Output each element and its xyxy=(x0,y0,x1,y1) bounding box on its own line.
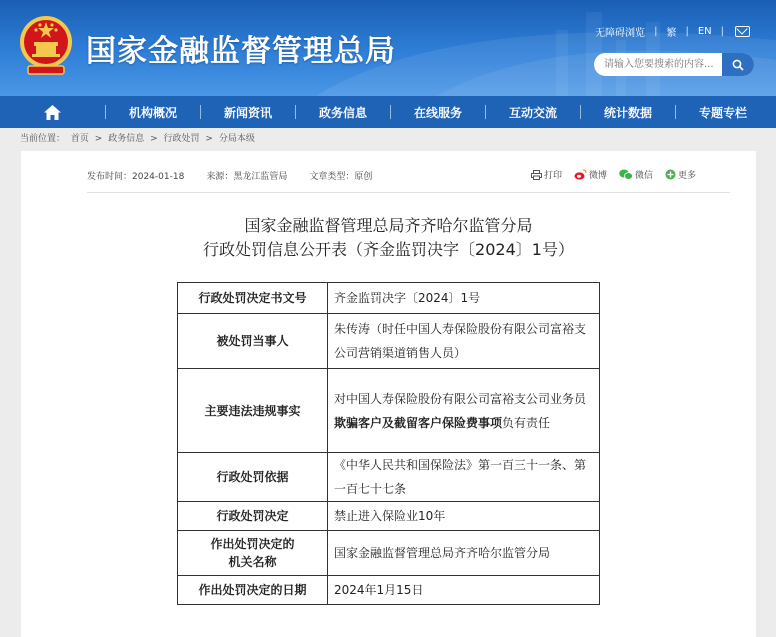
source: 来源：黑龙江监管局 xyxy=(206,172,288,182)
breadcrumb-home[interactable]: 首页 xyxy=(70,134,89,144)
table-row xyxy=(178,453,600,502)
wechat-icon xyxy=(619,169,633,180)
search-button[interactable] xyxy=(722,53,754,76)
top-link-separator: | xyxy=(654,26,658,37)
mail-icon[interactable] xyxy=(735,26,750,37)
doc-no-label: 行政处罚决定书文号 xyxy=(178,283,328,314)
nav-item-government-info[interactable]: 政务信息 xyxy=(318,105,367,120)
meta-divider xyxy=(87,192,730,193)
nav-item-online-service[interactable]: 在线服务 xyxy=(413,105,462,120)
party-value: 朱传涛（时任中国人寿保险股份有限公司富裕支公司营销渠道销售人员） xyxy=(328,314,600,369)
nav-home[interactable] xyxy=(0,96,105,128)
more-label: 更多 xyxy=(677,171,696,181)
doc-no-value: 齐金监罚决字〔2024〕1号 xyxy=(328,283,600,314)
printer-icon xyxy=(531,170,542,180)
document-title-line1: 国家金融监督管理总局齐齐哈尔监管分局 xyxy=(244,216,533,235)
date-value: 2024年1月15日 xyxy=(328,576,600,605)
basis-label: 行政处罚依据 xyxy=(178,453,328,502)
breadcrumb-branch[interactable]: 分局本级 xyxy=(218,134,255,144)
breadcrumb-penalty[interactable]: 行政处罚 xyxy=(163,134,200,144)
breadcrumb-label: 当前位置： xyxy=(20,134,66,144)
authority-label-line2: 机关名称 xyxy=(228,555,277,569)
table-row xyxy=(178,576,600,605)
doc-type: 文章类型：原创 xyxy=(309,172,373,182)
site-title: 国家金融监督管理总局 xyxy=(86,34,396,69)
top-link-separator: | xyxy=(720,26,724,37)
breadcrumb-separator: > xyxy=(205,134,213,144)
table-row xyxy=(178,314,600,369)
english-link[interactable]: EN xyxy=(697,26,712,37)
search-box xyxy=(594,53,754,76)
violation-label: 主要违法违规事实 xyxy=(178,369,328,453)
publish-time: 发布时间：2024-01-18 xyxy=(87,172,185,182)
document-title-line2: 行政处罚信息公开表（齐金监罚决字〔2024〕1号） xyxy=(203,240,574,259)
wechat-label: 微信 xyxy=(634,171,653,181)
print-label: 打印 xyxy=(543,171,562,181)
violation-text-pre: 对中国人寿保险股份有限公司富裕支公司业务员 xyxy=(334,391,587,406)
weibo-share-button[interactable] xyxy=(574,168,607,181)
breadcrumb-separator: > xyxy=(150,134,158,144)
weibo-label: 微博 xyxy=(588,171,607,181)
decision-label: 行政处罚决定 xyxy=(178,502,328,531)
violation-text-post: 负有责任 xyxy=(502,415,551,430)
nav-item-interaction[interactable]: 互动交流 xyxy=(508,105,557,120)
authority-value: 国家金融监督管理总局齐齐哈尔监管分局 xyxy=(328,531,600,576)
table-row xyxy=(178,531,600,576)
article-meta xyxy=(87,169,394,182)
date-label: 作出处罚决定的日期 xyxy=(178,576,328,605)
plus-circle-icon xyxy=(665,169,676,180)
search-icon xyxy=(732,59,744,71)
authority-label xyxy=(178,531,328,576)
violation-text-bold: 欺骗客户及截留客户保险费事项 xyxy=(334,415,503,430)
top-links xyxy=(595,24,750,39)
home-icon xyxy=(44,105,61,120)
national-emblem-icon xyxy=(18,14,74,76)
decision-value: 禁止进入保险业10年 xyxy=(328,502,600,531)
penalty-info-table xyxy=(177,282,600,605)
print-button[interactable] xyxy=(531,168,562,181)
table-row xyxy=(178,369,600,453)
more-share-button[interactable] xyxy=(665,168,696,181)
breadcrumb-government-info[interactable]: 政务信息 xyxy=(108,134,145,144)
table-row xyxy=(178,502,600,531)
nav-item-institution[interactable]: 机构概况 xyxy=(128,105,177,120)
basis-value: 《中华人民共和国保险法》第一百三十一条、第一百七十七条 xyxy=(328,453,600,502)
party-label: 被处罚当事人 xyxy=(178,314,328,369)
search-input[interactable] xyxy=(594,53,722,76)
share-bar xyxy=(519,168,696,181)
article-card xyxy=(21,151,756,637)
wechat-share-button[interactable] xyxy=(619,168,653,181)
weibo-icon xyxy=(574,169,587,180)
breadcrumb-separator: > xyxy=(94,134,103,144)
main-nav xyxy=(0,96,776,128)
authority-label-line1: 作出处罚决定的 xyxy=(210,537,295,551)
violation-value xyxy=(328,369,600,453)
accessible-browse-link[interactable]: 无障碍浏览 xyxy=(595,28,646,39)
nav-item-news[interactable]: 新闻资讯 xyxy=(223,105,272,120)
nav-item-topics[interactable]: 专题专栏 xyxy=(698,105,747,120)
breadcrumb xyxy=(20,131,258,144)
site-header xyxy=(0,0,776,96)
traditional-chinese-link[interactable]: 繁 xyxy=(666,28,677,39)
top-link-separator: | xyxy=(685,26,689,37)
table-row xyxy=(178,283,600,314)
nav-item-statistics[interactable]: 统计数据 xyxy=(603,105,652,120)
